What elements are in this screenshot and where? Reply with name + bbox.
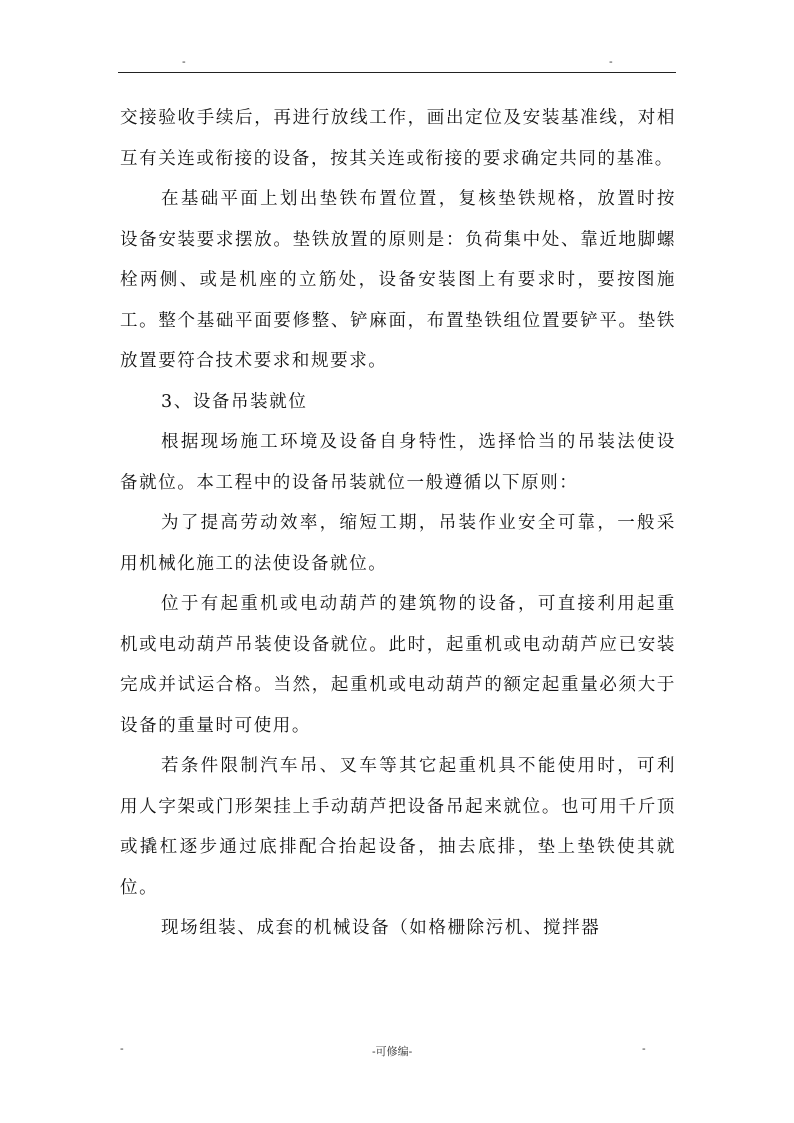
paragraph-manual-hoist: 若条件限制汽车吊、叉车等其它起重机具不能使用时，可利用人字架或门形架挂上手动葫芦把设备吊起来就位。也可用千斤顶或撬杠逐步通过底排配合抬起设备，抽去底排，垫上垫铁使其就位。	[120, 756, 676, 898]
section-heading-hoisting: 3、设备吊装就位	[161, 391, 308, 412]
paragraph-assembly: 现场组装、成套的机械设备（如格栅除污机、搅拌器	[161, 918, 601, 938]
footer-center-text: -可修编-	[372, 1046, 413, 1058]
header-rule	[118, 72, 676, 73]
paragraph-mechanized: 为了提高劳动效率，缩短工期，吊装作业安全可靠，一般采用机械化施工的法使设备就位。	[120, 513, 676, 574]
paragraph-crane: 位于有起重机或电动葫芦的建筑物的设备，可直接利用起重机或电动葫芦吊装使设备就位。此时，起重机或电动葫芦应已安装完成并试运合格。当然，起重机或电动葫芦的额定起重量必须大于设备的重量时可使用。	[120, 594, 676, 736]
paragraph-shim-placement: 在基础平面上划出垫铁布置位置，复核垫铁规格，放置时按设备安装要求摆放。垫铁放置的原则是：负荷集中处、靠近地脚螺栓两侧、或是机座的立筋处，设备安装图上有要求时，要按图施工。整个基础平面要修整、铲麻面，布置垫铁组位置要铲平。垫铁放置要符合技术要求和规要求。	[120, 189, 676, 371]
paragraph-hoisting-method: 根据现场施工环境及设备自身特性，选择恰当的吊装法使设备就位。本工程中的设备吊装就位一般遵循以下原则：	[120, 432, 676, 493]
paragraph-continuation: 交接验收手续后，再进行放线工作，画出定位及安装基准线，对相互有关连或衔接的设备，按其关连或衔接的要求确定共同的基准。	[120, 108, 676, 169]
document-body	[120, 98, 676, 949]
header-right-mark: -	[609, 56, 613, 68]
header-left-mark: -	[182, 56, 186, 68]
footer-right-mark: -	[642, 1043, 646, 1055]
footer-left-mark: -	[120, 1043, 124, 1055]
